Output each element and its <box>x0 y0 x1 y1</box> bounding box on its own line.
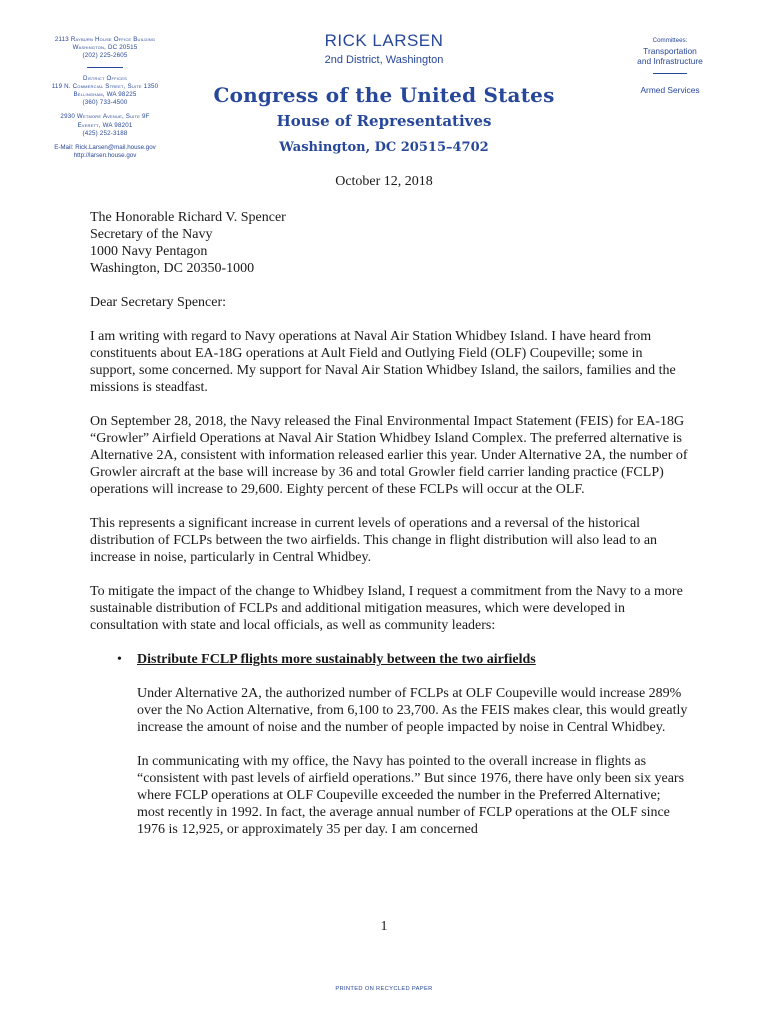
salutation: Dear Secretary Spencer: <box>90 295 227 310</box>
committees <box>580 36 760 95</box>
office-addresses <box>10 36 200 166</box>
body-paragraph: To mitigate the impact of the change to Whidbey Island, I request a commitment from the Navy to a more sustainable distribution of FCLPs and additional mitigation measures, which were developed in consultation with state and local officials, as well as community leaders: <box>90 584 683 633</box>
bullet-heading: Distribute FCLP flights more sustainably between the two airfields <box>137 652 536 667</box>
bellingham-line1: 119 N. Commercial Street, Suite 1350 <box>51 82 159 90</box>
divider <box>653 73 687 74</box>
page-number: 1 <box>380 919 388 934</box>
congress-title: Congress of the United States <box>213 83 555 107</box>
body-paragraph: This represents a significant increase in current levels of operations and a reversal of the historical distribution of FCLPs between the two airfields. This change in flight distribution will also lead to an increase in noise, particularly in Central Whidbey. <box>90 516 658 565</box>
city-zip: Washington, DC 20515–4702 <box>279 140 489 155</box>
letter-body <box>90 209 688 855</box>
email-address: E-Mail: Rick.Larsen@mail.house.gov <box>54 144 156 152</box>
committee-armed-services: Armed Services <box>640 85 700 95</box>
dc-office-phone: (202) 225-2605 <box>82 52 128 60</box>
recipient-line2: Secretary of the Navy <box>90 227 213 242</box>
everett-line1: 2930 Wetmore Avenue, Suite 9F <box>60 113 150 121</box>
committees-label: Committees: <box>652 37 688 44</box>
district-offices-label: District Offices <box>83 74 127 82</box>
website-url: http://larsen.house.gov <box>73 152 137 160</box>
recipient-line3: 1000 Navy Pentagon <box>90 244 208 259</box>
bellingham-line2: Bellingham, WA 98225 <box>73 91 137 99</box>
member-district: 2nd District, Washington <box>324 54 444 66</box>
divider <box>87 67 123 68</box>
dc-office-line1: 2113 Rayburn House Office Building <box>54 36 156 43</box>
house-title: House of Representatives <box>276 112 492 130</box>
recycled-paper-note: PRINTED ON RECYCLED PAPER <box>335 986 433 992</box>
dc-office-line2: Washington, DC 20515 <box>72 44 138 52</box>
recipient-address <box>90 209 688 277</box>
letterhead <box>200 31 568 157</box>
bullet-details <box>90 685 688 838</box>
bullet-paragraph: Under Alternative 2A, the authorized number of FCLPs at OLF Coupeville would increase 289% over the No Action Alternative, from 6,100 to 23,700. As the FEIS makes clear, this would greatly increase the amount of noise and the number of people impacted by noise in Central Whidbey. <box>137 686 688 735</box>
bullet-icon: • <box>117 652 122 667</box>
recipient-line4: Washington, DC 20350-1000 <box>90 261 255 276</box>
committee-transportation-line2: and Infrastructure <box>637 56 703 66</box>
bullet-item <box>90 651 688 668</box>
everett-phone: (425) 252-3188 <box>82 129 128 137</box>
body-paragraph: I am writing with regard to Navy operations at Naval Air Station Whidbey Island. I have heard from constituents about EA-18G operations at Ault Field and Outlying Field (OLF) Coupeville; some in support, some concerned. My support for Naval Air Station Whidbey Island, the sailors, families and the missions is steadfast. <box>90 329 676 395</box>
recipient-line1: The Honorable Richard V. Spencer <box>90 210 286 225</box>
bullet-paragraph: In communicating with my office, the Navy has pointed to the overall increase in flights as “consistent with past levels of airfield operations.” But since 1976, there have only been six years where FCLP operations at OLF Coupeville exceeded the number in the Preferred Alternative; most recently in 1992. In fact, the average annual number of FCLP operations at the OLF since 1976 is 12,925, or approximately 35 per day. I am concerned <box>137 754 685 837</box>
bellingham-phone: (360) 733-4500 <box>82 99 128 107</box>
body-paragraph: On September 28, 2018, the Navy released the Final Environmental Impact Statement (FEIS) for EA-18G “Growler” Airfield Operations at Naval Air Station Whidbey Island Complex. The preferred alternative is Alternative 2A, consistent with information released earlier this year. Under Alternative 2A, the number of Growler aircraft at the base will increase by 36 and total Growler field carrier landing practice (FCLP) operations will increase to 29,600. Eighty percent of these FCLPs will occur at the OLF. <box>90 414 688 497</box>
letter-date: October 12, 2018 <box>335 174 433 189</box>
committee-transportation-line1: Transportation <box>643 46 697 56</box>
member-name: RICK LARSEN <box>324 31 444 50</box>
everett-line2: Everett, WA 98201 <box>77 121 133 129</box>
